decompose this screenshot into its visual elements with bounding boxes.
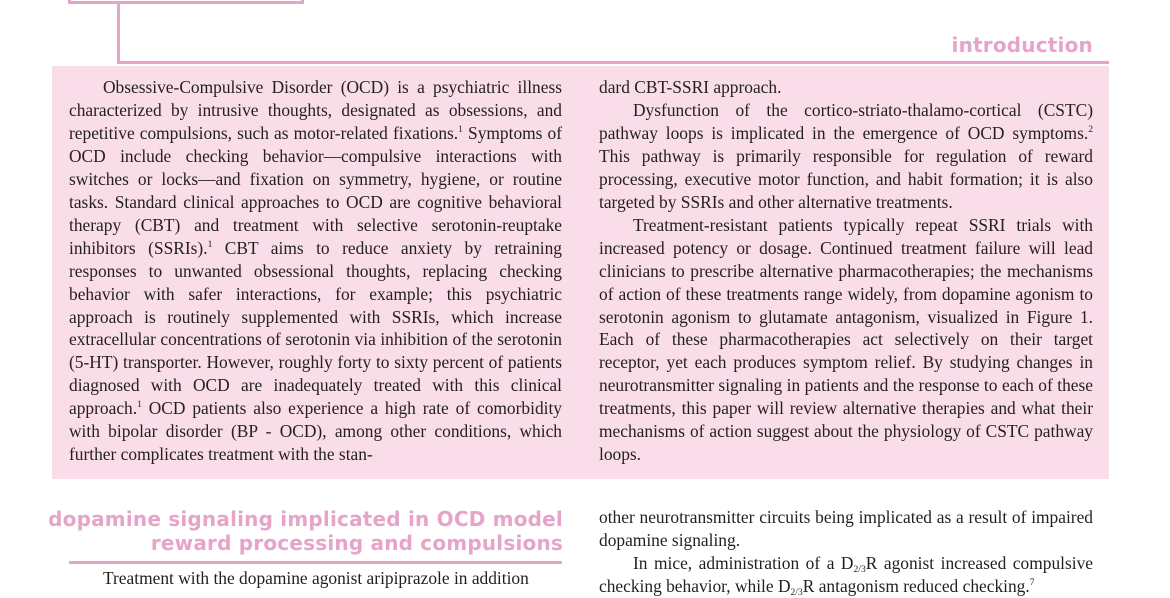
intro-left-column (69, 76, 562, 466)
heading-line-1: dopamine signaling implicated in OCD model (48, 507, 563, 531)
heading-line-2: reward processing and compulsions (150, 530, 563, 555)
header-horizontal-rule (117, 61, 1109, 64)
footnote-ref: 1 (458, 123, 463, 135)
intro-continuation: dard CBT-SSRI approach. (599, 77, 782, 97)
header-vertical-rule (117, 4, 120, 64)
header-decoration-box (68, 0, 304, 4)
intro-right-column (599, 76, 1093, 466)
introduction-heading: introduction (951, 33, 1093, 57)
dopamine-section-heading (48, 508, 563, 555)
section2-continuation: other neurotransmitter circuits being implicated as a result of impaired dopamine signaling. (599, 507, 1093, 550)
footnote-ref: 1 (137, 399, 142, 411)
section-rule (69, 561, 562, 564)
intro-paragraph-3: Treatment-resistant patients typically repeat SSRI trials with increased potency or dosage. Continued treatment failure will lead clinicians to prescribe alternative pharmacotherapies; the mechanisms of action of these treatments range widely, from dopamine agonism to serotonin agonism to glutamate antagonism, visualized in Figure 1. Each of these pharmacotherapies act selectively on their target receptor, yet each produces symptom relief. By studying changes in neurotransmitter signaling in patients and the response to each of these treatments, this paper will review alternative therapies and what their mechanisms of action suggest about the physiology of CSTC pathway loops. (599, 214, 1093, 465)
intro-paragraph-1: Obsessive-Compulsive Disorder (OCD) is a psychiatric illness characterized by intrusive thoughts, designated as obsessions, and repetitive compulsions, such as motor-related fixations.$^1$ Symptoms of OCD include checking behavior—compulsive interactions with switches or locks—and fixation on symmetry, hygiene, or routine tasks. Standard clinical approaches to OCD are cognitive behavioral therapy (CBT) and treatment with selective serotonin-reuptake inhibitors (SSRIs).$^1$ CBT aims to reduce anxiety by retraining responses to unwanted obsessional thoughts, replacing checking behavior with safer interactions, for example; this psychiatric approach is routinely supplemented with SSRIs, which increase extracellular concentrations of serotonin via inhibition of the serotonin (5-HT) transporter. However, roughly forty to sixty percent of patients diagnosed with OCD are inadequately treated with this clinical approach.$^1$ OCD patients also experience a high rate of comorbidity with bipolar disorder (BP - OCD), among other conditions, which further complicates treatment with the stan- (69, 77, 562, 465)
footnote-ref: 1 (207, 238, 213, 250)
footnote-ref: 7 (1029, 576, 1035, 588)
section2-paragraph-1: Treatment with the dopamine agonist aripiprazole in addition (103, 568, 529, 588)
section2-left-column (69, 567, 562, 590)
section2-paragraph-2: In mice, administration of a $D_{2/3}R$ agonist increased compulsive checking behavior, while $D_{2/3}R$ antagonism reduced checking.$^7$ (599, 552, 1093, 598)
footnote-ref: 2 (1088, 123, 1093, 135)
intro-paragraph-2: Dysfunction of the cortico-striato-thalamo-cortical (CSTC) pathway loops is implicated in the emergence of OCD symptoms.$^2$ This pathway is primarily responsible for regulation of reward processing, executive motor function, and habit formation; it is also targeted by SSRIs and other alternative treatments. (599, 99, 1093, 212)
section2-right-column (599, 506, 1093, 598)
